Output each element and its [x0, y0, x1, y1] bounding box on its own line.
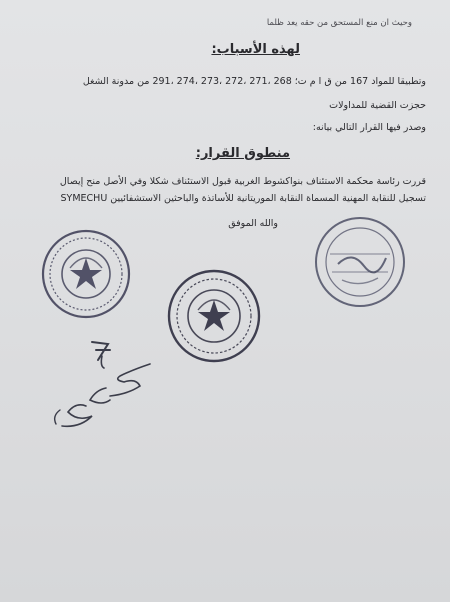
- intro-line: وحيث ان منع المستحق من حقه يعد ظلما: [266, 18, 412, 28]
- deliberation-line: حجزت القضية للمداولات: [329, 100, 426, 111]
- center-round-seal: [166, 268, 262, 364]
- ruling-line-2: تسجيل للنقابة المهنية المسماة النقابة الموريتانية للأساتذة والباحثين الاستشفائيين SYMECHU: [60, 193, 426, 204]
- articles-line: وتطبيقا للمواد 167 من ق ا م ت؛ 268 ،271 ،272 ،273 ،274 ،291 من مدونة الشغل: [82, 76, 426, 87]
- closing-line: والله الموفق: [228, 218, 278, 229]
- right-round-seal: [312, 214, 408, 310]
- heading-ruling: منطوق القرار:: [195, 146, 290, 161]
- left-round-seal: [40, 228, 132, 320]
- decision-intro-line: وصدر فيها القرار التالي بيانه:: [312, 122, 426, 133]
- handwritten-signature: [40, 330, 160, 440]
- ruling-line-1: قررت رئاسة محكمة الاستئناف بنواكشوط الغربية قبول الاستئناف شكلا وفي الأصل منح إيصال: [59, 176, 426, 187]
- heading-reasons: لهذه الأسباب:: [211, 42, 300, 57]
